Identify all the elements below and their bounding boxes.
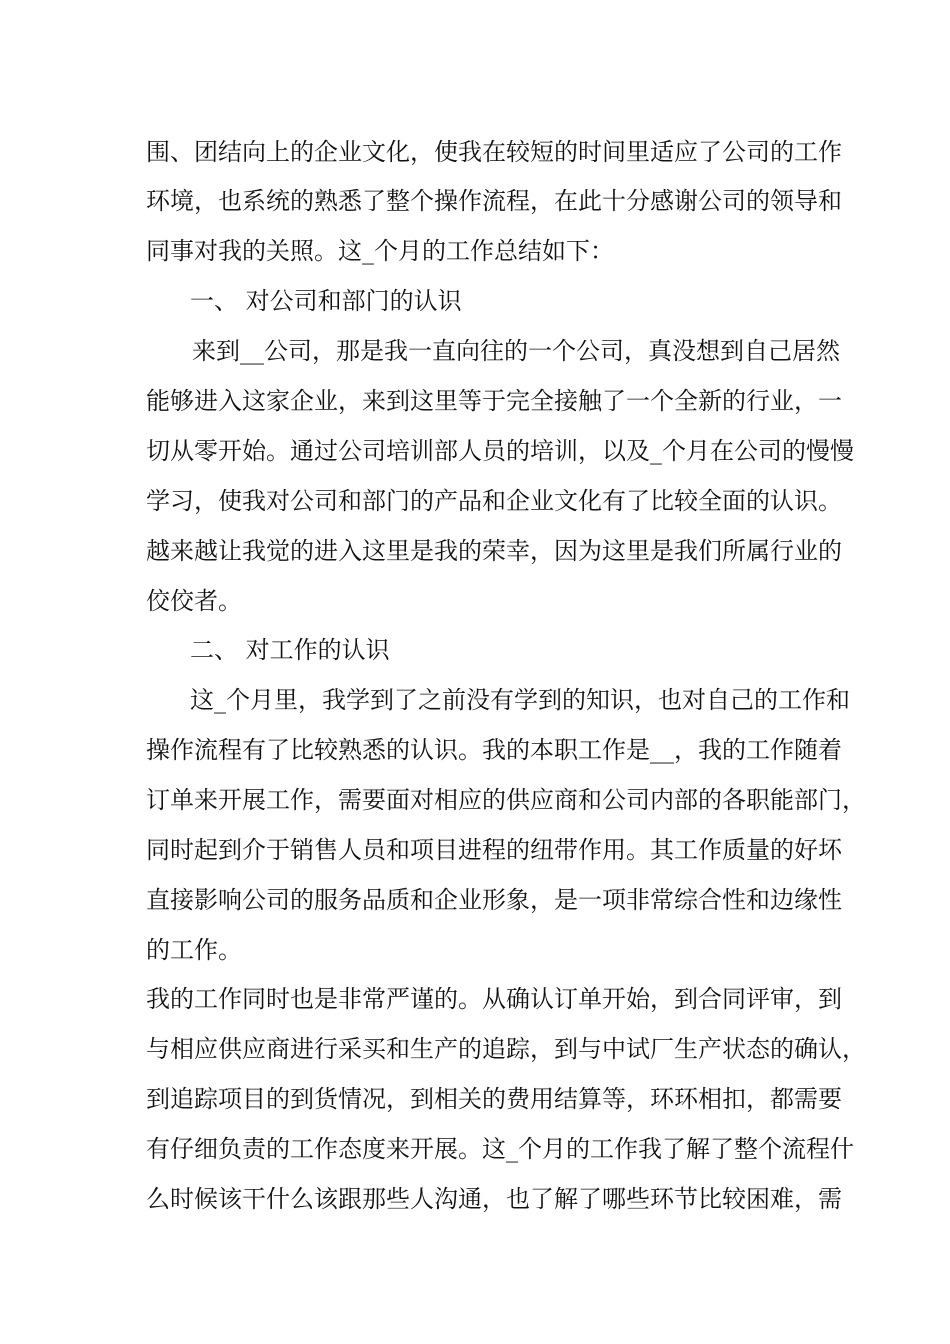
text-line: 订单来开展工作，需要面对相应的供应商和公司内部的各职能部门，: [146, 786, 866, 814]
text-line: 这_个月里，我学到了之前没有学到的知识，也对自己的工作和: [190, 686, 850, 714]
text-line: 环境，也系统的熟悉了整个操作流程，在此十分感谢公司的领导和: [146, 187, 842, 215]
text-line: 切从零开始。通过公司培训部人员的培训，以及_个月在公司的慢慢: [146, 437, 854, 465]
text-line: 与相应供应商进行采买和生产的追踪，到与中试厂生产状态的确认，: [146, 1035, 866, 1063]
section-heading: 一、 对公司和部门的认识: [190, 287, 462, 315]
text-line: 围、团结向上的企业文化，使我在较短的时间里适应了公司的工作: [146, 138, 842, 166]
text-line: 的工作。: [146, 936, 242, 964]
text-line: 同时起到介于销售人员和项目进程的纽带作用。其工作质量的好坏: [146, 836, 842, 864]
section-heading: 二、 对工作的认识: [190, 636, 390, 664]
text-line: 到追踪项目的到货情况，到相关的费用结算等，环环相扣，都需要: [146, 1085, 842, 1113]
text-line: 操作流程有了比较熟悉的认识。我的本职工作是__，我的工作随着: [146, 736, 842, 764]
text-line: 佼佼者。: [146, 587, 242, 615]
text-line: 我的工作同时也是非常严谨的。从确认订单开始，到合同评审，到: [146, 985, 842, 1013]
text-line: 同事对我的关照。这_个月的工作总结如下：: [146, 237, 614, 265]
text-line: 越来越让我觉的进入这里是我的荣幸，因为这里是我们所属行业的: [146, 537, 842, 565]
text-line: 能够进入这家企业，来到这里等于完全接触了一个全新的行业，一: [146, 387, 842, 415]
text-line: 有仔细负责的工作态度来开展。这_个月的工作我了解了整个流程什: [146, 1135, 854, 1163]
text-line: 学习，使我对公司和部门的产品和企业文化有了比较全面的认识。: [146, 487, 842, 515]
text-line: 来到__公司，那是我一直向往的一个公司，真没想到自己居然: [192, 337, 840, 365]
text-line: 直接影响公司的服务品质和企业形象，是一项非常综合性和边缘性: [146, 886, 842, 914]
text-line: 么时候该干什么该跟那些人沟通，也了解了哪些环节比较困难，需: [146, 1185, 842, 1213]
